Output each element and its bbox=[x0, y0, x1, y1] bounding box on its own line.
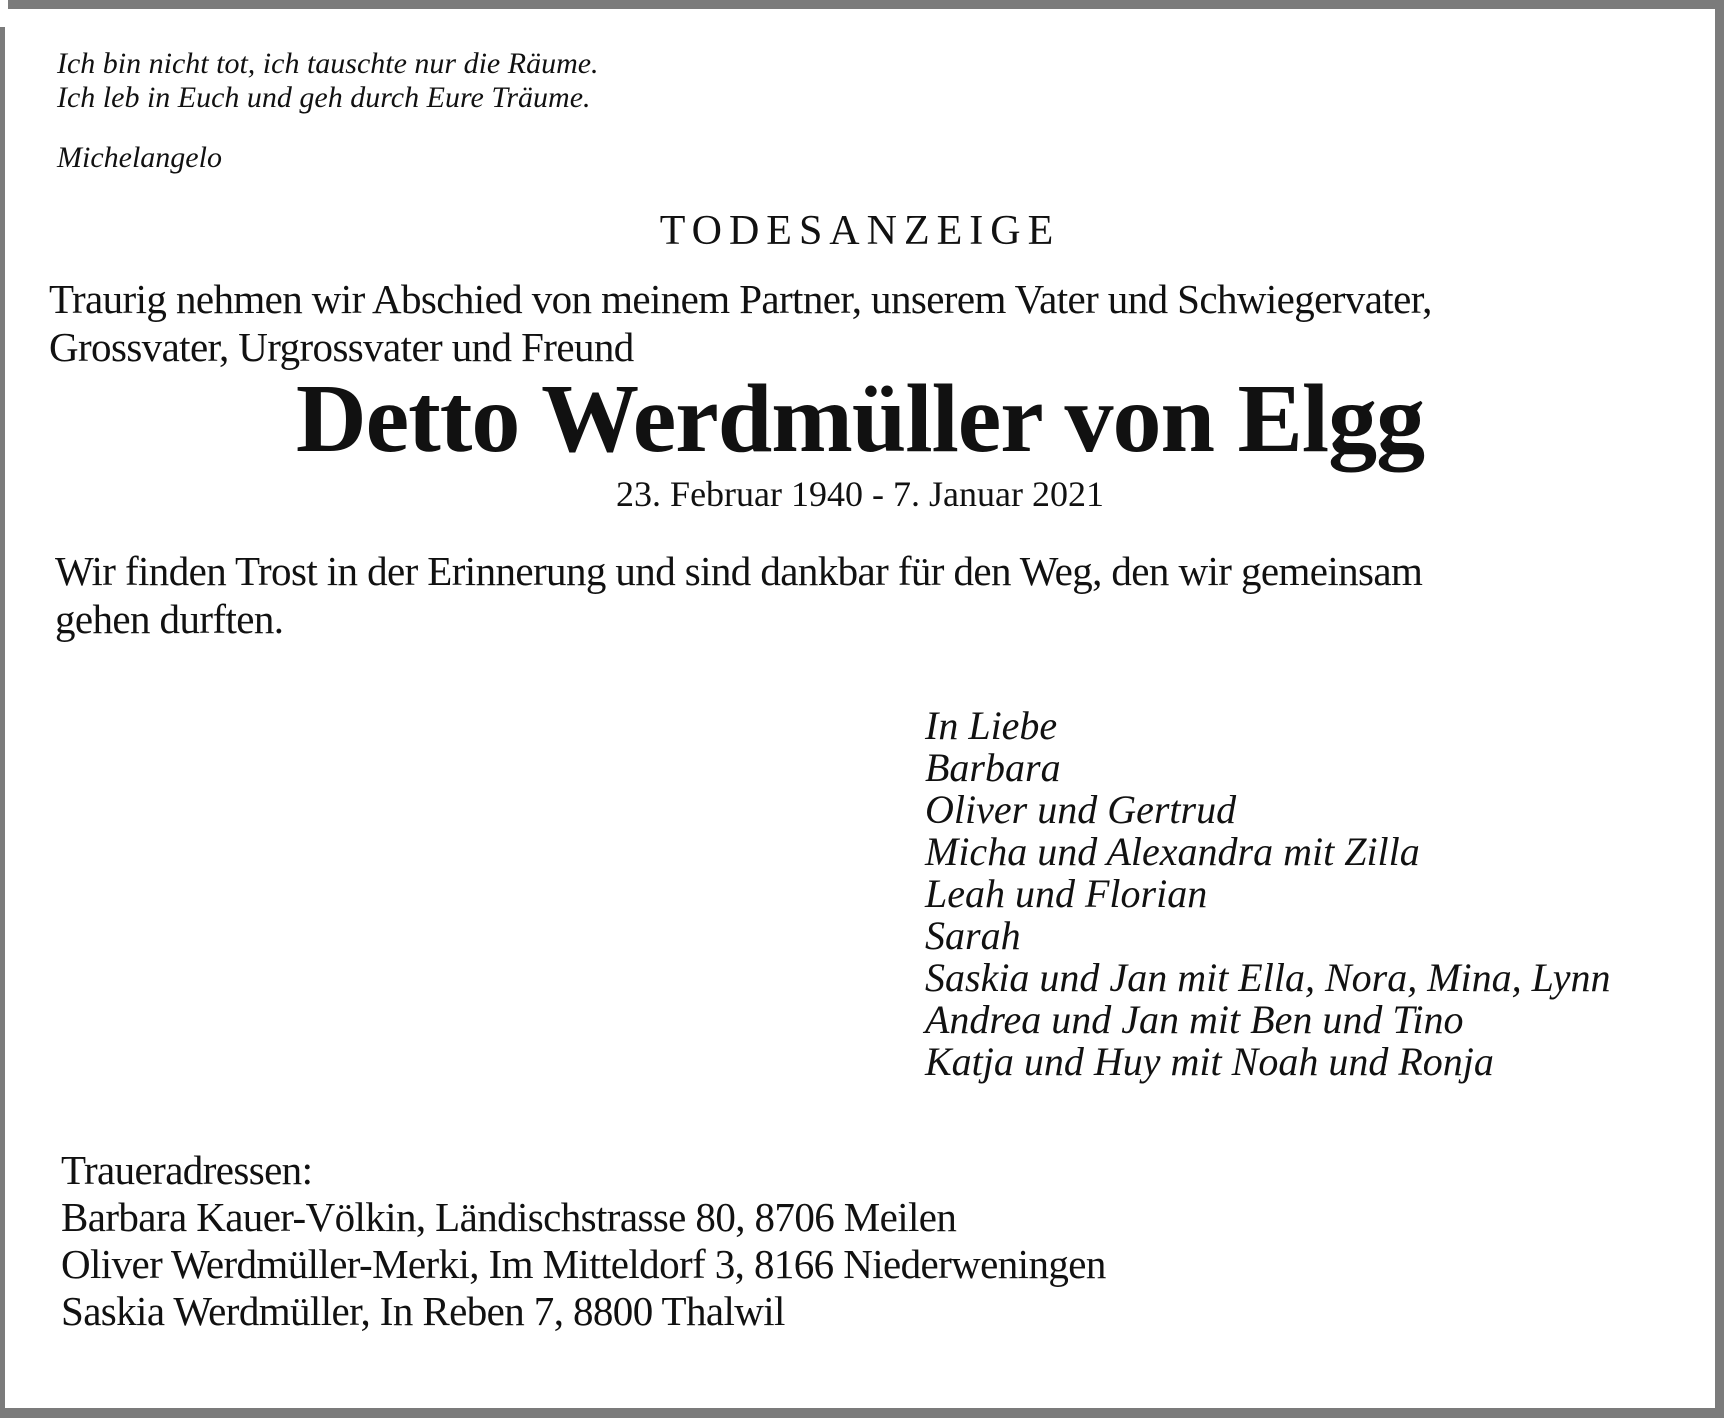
family-member: Barbara bbox=[925, 745, 1061, 790]
obituary-page bbox=[5, 9, 1715, 1408]
intro-line-2: Grossvater, Urgrossvater und Freund bbox=[49, 324, 634, 370]
family-member: In Liebe bbox=[925, 703, 1058, 748]
condolence-line-2: gehen durften. bbox=[55, 596, 284, 642]
family-member: Oliver und Gertrud bbox=[925, 787, 1237, 832]
family-list bbox=[925, 705, 1715, 1083]
scan-frame-right bbox=[1715, 9, 1724, 1418]
address-line: Barbara Kauer-Völkin, Ländischstrasse 80, 8706 Meilen bbox=[61, 1194, 957, 1240]
epigraph-quote bbox=[57, 47, 1715, 115]
quote-attribution: Michelangelo bbox=[57, 141, 222, 174]
family-member: Andrea und Jan mit Ben und Tino bbox=[925, 997, 1464, 1042]
condolence-line-1: Wir finden Trost in der Erinnerung und sind dankbar für den Weg, den wir gemeinsam bbox=[55, 548, 1423, 594]
family-member: Leah und Florian bbox=[925, 871, 1208, 916]
intro-paragraph bbox=[49, 275, 1715, 371]
scan-frame-bottom bbox=[0, 1408, 1724, 1418]
family-member: Saskia und Jan mit Ella, Nora, Mina, Lynn bbox=[925, 955, 1611, 1000]
family-member: Sarah bbox=[925, 913, 1021, 958]
quote-line-2: Ich leb in Euch und geh durch Eure Träume. bbox=[57, 81, 591, 114]
scan-frame-top bbox=[8, 0, 1724, 9]
life-dates: 23. Februar 1940 - 7. Januar 2021 bbox=[616, 474, 1104, 514]
quote-line-1: Ich bin nicht tot, ich tauschte nur die Räume. bbox=[57, 47, 599, 80]
address-line: Saskia Werdmüller, In Reben 7, 8800 Thalwil bbox=[61, 1288, 785, 1334]
family-member: Micha und Alexandra mit Zilla bbox=[925, 829, 1420, 874]
address-line: Oliver Werdmüller-Merki, Im Mitteldorf 3, 8166 Niederweningen bbox=[61, 1241, 1106, 1287]
mourning-addresses bbox=[61, 1147, 1715, 1335]
notice-heading: TODESANZEIGE bbox=[659, 208, 1061, 254]
intro-line-1: Traurig nehmen wir Abschied von meinem Partner, unserem Vater und Schwiegervater, bbox=[49, 276, 1432, 322]
mourning-addresses-label: Traueradressen: bbox=[61, 1147, 313, 1193]
deceased-name: Detto Werdmüller von Elgg bbox=[295, 365, 1425, 473]
family-member: Katja und Huy mit Noah und Ronja bbox=[925, 1039, 1494, 1084]
condolence-paragraph bbox=[55, 547, 1715, 643]
